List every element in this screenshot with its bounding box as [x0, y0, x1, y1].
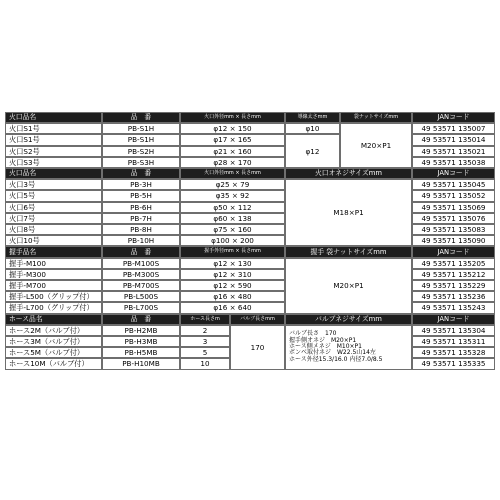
wire-size-2: φ12 [285, 134, 340, 168]
table-row-jan: 49 53571 135243 [412, 302, 495, 313]
table-row-name: ホース2M（バルブ付） [5, 325, 102, 336]
table-row-jan: 49 53571 135045 [412, 179, 495, 190]
table-row-name: 火口S2号 [5, 146, 102, 157]
table-row-code: PB-H3MB [102, 336, 180, 347]
table-row-size: φ12 × 590 [180, 280, 285, 291]
table-row-code: PB-S2H [102, 146, 180, 157]
table-row-code: PB-8H [102, 224, 180, 235]
note-line: 握手側オネジ M20×P1 [289, 336, 357, 344]
table-row-jan: 49 53571 135304 [412, 325, 495, 336]
table-row-name: 火口5号 [5, 190, 102, 201]
header-code: 品 番 [102, 246, 180, 257]
header-length: ホース長さm [180, 314, 230, 325]
table-row-length: 10 [180, 358, 230, 369]
table-row-jan: 49 53571 135038 [412, 157, 495, 168]
table-row-jan: 49 53571 135229 [412, 280, 495, 291]
note-line: ホース側メネジ M10×P1 [289, 343, 362, 351]
table-row-code: PB-3H [102, 179, 180, 190]
table-row-length: 2 [180, 325, 230, 336]
header-wire: 導線太さmm [285, 112, 340, 123]
table-row-name: 握手-L500（グリップ付） [5, 291, 102, 302]
header-code: 品 番 [102, 112, 180, 123]
table-row-jan: 49 53571 135328 [412, 347, 495, 358]
table-row-name: 火口S1号 [5, 134, 102, 145]
table-row-size: φ60 × 138 [180, 213, 285, 224]
header-nut: 袋ナットサイズmm [340, 112, 412, 123]
table-row-code: PB-M100S [102, 258, 180, 269]
table-row-length: 5 [180, 347, 230, 358]
table-row-code: PB-6H [102, 202, 180, 213]
table-row-jan: 49 53571 135052 [412, 190, 495, 201]
table-row-size: φ16 × 640 [180, 302, 285, 313]
note-line: バルブ長さ 170 [289, 330, 337, 338]
table-row-name: 火口S3号 [5, 157, 102, 168]
header-jan: JANコード [412, 168, 495, 179]
header-size: 火口外径mm × 長さmm [180, 168, 285, 179]
table-row-code: PB-M300S [102, 269, 180, 280]
table-row-jan: 49 53571 135021 [412, 146, 495, 157]
header-size: 握手外径mm × 長さmm [180, 246, 285, 257]
spec-table [5, 112, 495, 388]
table-row-name: 火口10号 [5, 235, 102, 246]
table-row-name: 火口7号 [5, 213, 102, 224]
header-jan: JANコード [412, 246, 495, 257]
table-row-code: PB-M700S [102, 280, 180, 291]
table-row-jan: 49 53571 135335 [412, 358, 495, 369]
table-row-code: PB-7H [102, 213, 180, 224]
header-nut: 握手 袋ナットサイズmm [285, 246, 412, 257]
table-row-code: PB-10H [102, 235, 180, 246]
table-row-size: φ16 × 480 [180, 291, 285, 302]
table-row-name: 握手-M300 [5, 269, 102, 280]
thread-size: M18×P1 [285, 179, 412, 246]
table-row-size: φ12 × 150 [180, 123, 285, 134]
header-thread: 火口オネジサイズmm [285, 168, 412, 179]
wire-size-1: φ10 [285, 123, 340, 134]
table-row-code: PB-H2MB [102, 325, 180, 336]
nut-size: M20×P1 [340, 123, 412, 168]
table-row-jan: 49 53571 135236 [412, 291, 495, 302]
table-row-size: φ12 × 130 [180, 258, 285, 269]
header-name: 火口品名 [5, 112, 102, 123]
table-row-jan: 49 53571 135014 [412, 134, 495, 145]
header-name: 握手品名 [5, 246, 102, 257]
header-jan: JANコード [412, 112, 495, 123]
table-row-size: φ12 × 310 [180, 269, 285, 280]
table-row-size: φ35 × 92 [180, 190, 285, 201]
table-row-code: PB-5H [102, 190, 180, 201]
table-row-name: 握手-M100 [5, 258, 102, 269]
header-code: 品 番 [102, 314, 180, 325]
header-size: 火口外径mm × 長さmm [180, 112, 285, 123]
table-row-code: PB-H5MB [102, 347, 180, 358]
header-jan: JANコード [412, 314, 495, 325]
table-row-name: 火口3号 [5, 179, 102, 190]
table-row-jan: 49 53571 135090 [412, 235, 495, 246]
header-name: ホース品名 [5, 314, 102, 325]
table-row-jan: 49 53571 135212 [412, 269, 495, 280]
table-row-size: φ28 × 170 [180, 157, 285, 168]
table-row-code: PB-S1H [102, 134, 180, 145]
table-row-size: φ25 × 79 [180, 179, 285, 190]
table-row-jan: 49 53571 135069 [412, 202, 495, 213]
table-row-name: 握手-L700（グリップ付） [5, 302, 102, 313]
table-row-jan: 49 53571 135076 [412, 213, 495, 224]
table-row-code: PB-L700S [102, 302, 180, 313]
table-row-jan: 49 53571 135007 [412, 123, 495, 134]
valve-length: 170 [230, 325, 285, 370]
table-row-size: φ50 × 112 [180, 202, 285, 213]
table-row-size: φ75 × 160 [180, 224, 285, 235]
header-thread: バルブネジサイズmm [285, 314, 412, 325]
table-row-jan: 49 53571 135205 [412, 258, 495, 269]
table-row-size: φ21 × 160 [180, 146, 285, 157]
valve-thread-notes [285, 325, 412, 370]
table-row-code: PB-S1H [102, 123, 180, 134]
table-row-size: φ17 × 165 [180, 134, 285, 145]
table-row-name: ホース10M（バルブ付） [5, 358, 102, 369]
header-code: 品 番 [102, 168, 180, 179]
table-row-name: 火口S1号 [5, 123, 102, 134]
table-row-name: ホース3M（バルブ付） [5, 336, 102, 347]
table-row-jan: 49 53571 135083 [412, 224, 495, 235]
table-row-code: PB-H10MB [102, 358, 180, 369]
table-row-name: ホース5M（バルブ付） [5, 347, 102, 358]
nut-size: M20×P1 [285, 258, 412, 314]
header-valve: バルブ長さmm [230, 314, 285, 325]
table-row-name: 握手-M700 [5, 280, 102, 291]
table-row-name: 火口8号 [5, 224, 102, 235]
table-row-code: PB-S3H [102, 157, 180, 168]
header-name: 火口品名 [5, 168, 102, 179]
note-line: ホース外径15.3/16.0 内径7.0/8.5 [289, 355, 383, 363]
table-row-code: PB-L500S [102, 291, 180, 302]
table-row-jan: 49 53571 135311 [412, 336, 495, 347]
table-row-size: φ100 × 200 [180, 235, 285, 246]
table-row-name: 火口6号 [5, 202, 102, 213]
table-row-length: 3 [180, 336, 230, 347]
note-line: ボンベ取付ネジ W22.5山14左 [289, 349, 376, 357]
